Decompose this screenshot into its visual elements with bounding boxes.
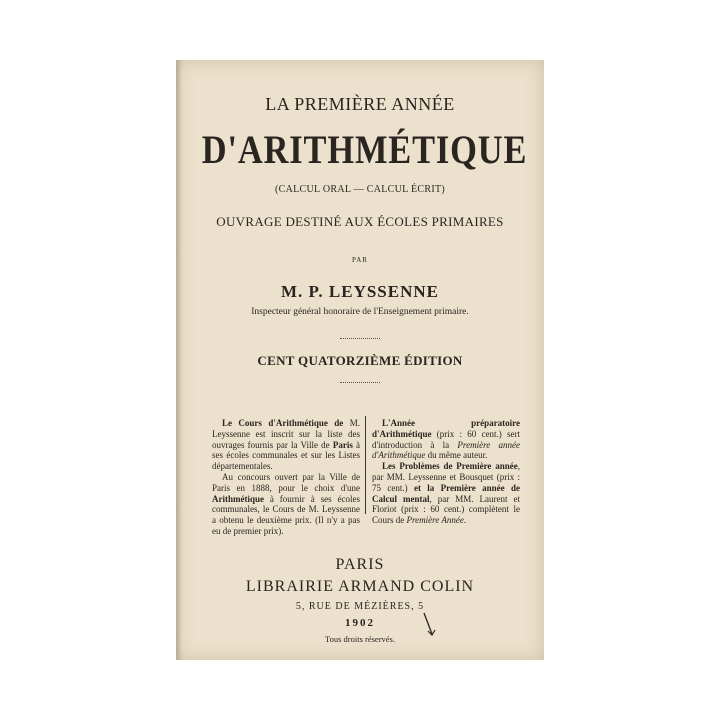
author-role: Inspecteur général honoraire de l'Enseignement primaire.: [251, 307, 469, 317]
right-note-bold: L'Année préparatoire d'Arithmétique: [372, 418, 520, 439]
publisher-name: LIBRAIRIE ARMAND COLIN: [245, 578, 475, 595]
right-note-text: , par MM. Leyssenne et Bousquet (prix : 75 cent.): [372, 461, 520, 493]
ornament-rule-top: [340, 338, 380, 339]
left-note-text: M. Leyssenne est inscrit sur la liste des ouvrages fournis par la Ville de: [212, 418, 360, 450]
right-note-italic: Première année d'Arithmétique: [372, 439, 520, 461]
right-note-bold: et la Première année de Calcul mental: [372, 482, 520, 504]
page-shadow-edge: [176, 60, 182, 660]
author-name: M. P. LEYSSENNE: [281, 282, 439, 301]
main-title: D'ARITHMÉTIQUE: [201, 127, 528, 172]
edition: CENT QUATORZIÈME ÉDITION: [257, 353, 463, 368]
right-note-italic: Première Année: [406, 515, 464, 526]
title-page: [176, 60, 544, 660]
right-note-text: du même auteur.: [425, 450, 488, 461]
right-note-text: .: [463, 515, 467, 526]
right-note-paragraph-2: [372, 461, 520, 526]
handwritten-mark-icon: [420, 610, 444, 644]
publisher-address: 5, RUE DE MÉZIÈRES, 5: [295, 601, 425, 612]
by-label: PAR: [352, 256, 368, 264]
left-note-bold: Le Cours d'Arithmétique de: [222, 418, 344, 428]
publisher-city: PARIS: [335, 556, 385, 573]
notes-right-column: [372, 418, 520, 526]
right-note-bold: Les Problèmes de Première année: [382, 461, 518, 472]
notes-left-column: [212, 418, 360, 537]
column-divider: [365, 416, 366, 514]
right-note-paragraph-1: [372, 418, 520, 461]
title-line-1: LA PREMIÈRE ANNÉE: [265, 94, 455, 114]
destination-line: OUVRAGE DESTINÉ AUX ÉCOLES PRIMAIRES: [216, 214, 504, 229]
left-note-text: Au concours ouvert par la Ville de Paris en 1888, pour le choix d'une: [212, 471, 360, 493]
rights-notice: Tous droits réservés.: [325, 634, 395, 644]
left-note-bold: Arithmétique: [212, 493, 264, 504]
left-note-paragraph-1: [212, 418, 360, 472]
right-note-text: , par MM. Laurent et Floriot (prix : 60 cent.) complètent le Cours de: [372, 493, 520, 526]
ornament-rule-bottom: [340, 382, 380, 383]
left-note-bold: Paris: [332, 439, 353, 450]
left-note-text: à ses écoles communales et sur les Listes départementales.: [212, 439, 360, 472]
right-note-text: (prix : 60 cent.) sert d'introduction à la: [372, 428, 520, 450]
left-note-text: à fournir à ses écoles communales, le Cours de M. Leyssenne a obtenu le deuxième prix. (Il n'y a pas eu de premier prix).: [212, 493, 360, 536]
left-note-paragraph-2: [212, 472, 360, 537]
publication-year: 1902: [345, 617, 375, 629]
subtitle: (CALCUL ORAL — CALCUL ÉCRIT): [274, 184, 446, 195]
